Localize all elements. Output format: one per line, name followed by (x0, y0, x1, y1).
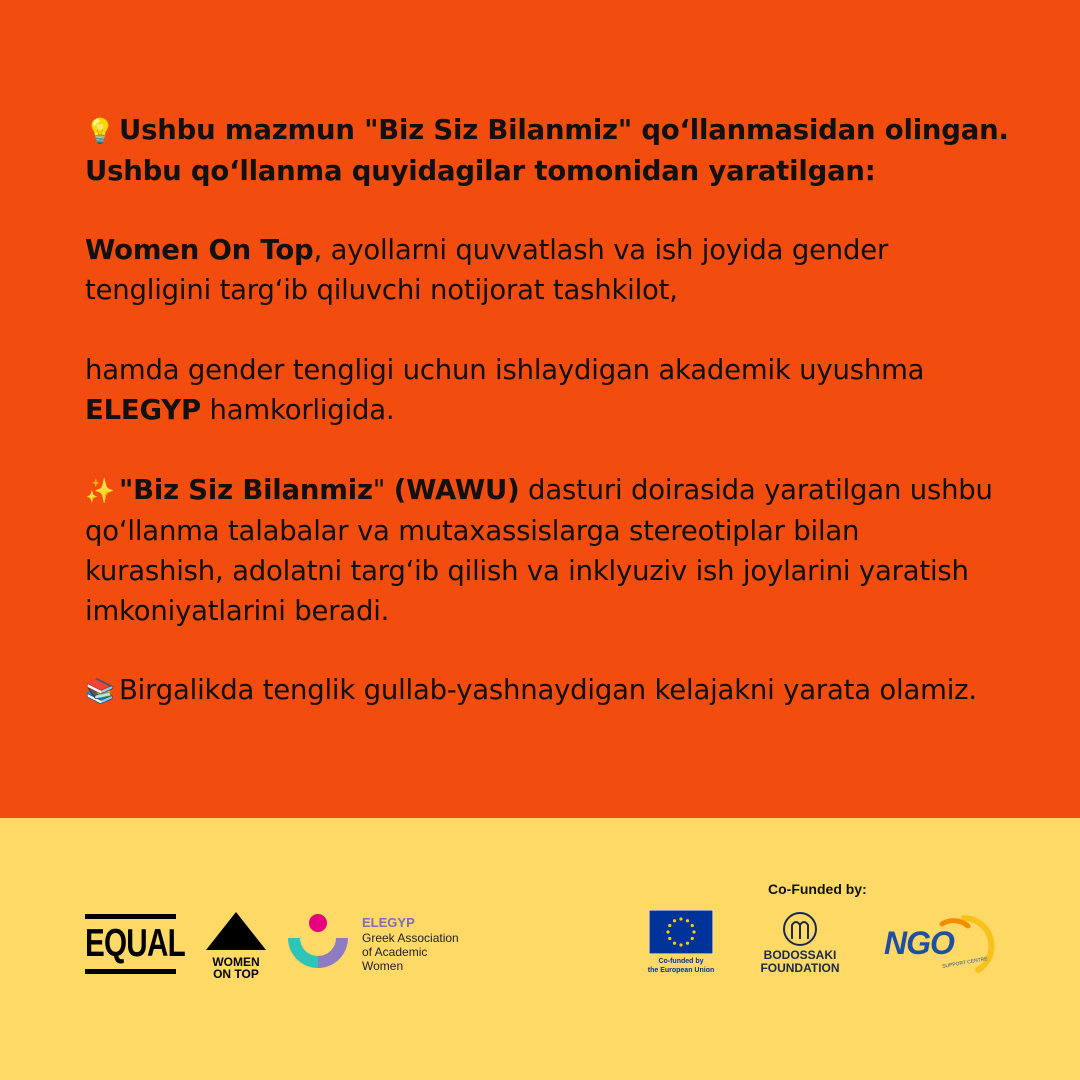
ngo-support-centre-logo (882, 912, 1000, 976)
paragraph-elegyp (85, 350, 1015, 430)
eu-caption-line-1: Co-funded by (658, 958, 704, 965)
wot-line-2: tengligini targ‘ib qiluvchi notijorat tashkilot, (85, 274, 678, 306)
cofunded-label: Co-Funded by: (768, 881, 867, 897)
bodossaki-line-2: FOUNDATION (760, 961, 840, 975)
equal-logo-text: EQUAL (85, 922, 185, 965)
eu-star-icon (679, 943, 682, 946)
eu-flag-icon (649, 910, 713, 954)
elegyp-logo-line-3: Women (362, 959, 404, 973)
intro-line-2: Ushbu qo‘llanma quyidagilar tomonidan yaratilgan: (85, 155, 876, 187)
elegyp-logo (286, 912, 486, 974)
eu-star-icon (666, 930, 669, 933)
elegyp-mark-icon (286, 912, 352, 974)
sparkles-icon: ✨ (85, 477, 115, 505)
eu-star-icon (692, 930, 695, 933)
eu-caption-line-2: the European Union (647, 967, 715, 974)
elegyp-logo-line-1: Greek Association (362, 931, 459, 945)
eu-star-icon (673, 919, 676, 922)
eu-star-icon (691, 924, 694, 927)
paragraph-closing (85, 670, 1015, 711)
lightbulb-icon: 💡 (85, 117, 115, 145)
elegyp-line-1: hamda gender tengligi uchun ishlaydigan akademik uyushma (85, 354, 925, 386)
wawu-line-3: kurashish, adolatni targ‘ib qilish va inklyuziv ish joylarini yaratish (85, 555, 969, 587)
bodossaki-emblem-icon (782, 911, 818, 947)
books-icon: 📚 (85, 677, 115, 705)
eu-star-icon (679, 917, 682, 920)
paragraph-wawu (85, 470, 1015, 631)
eu-star-icon (686, 919, 689, 922)
wawu-line-4: imkoniyatlarini beradi. (85, 595, 390, 627)
wawu-line-2: qo‘llanma talabalar va mutaxassislarga stereotiplar bilan (85, 515, 860, 547)
ngo-logo-text: NGO (884, 925, 954, 961)
triangle-icon (204, 912, 268, 952)
closing-line: 📚 Birgalikda tenglik gullab-yashnaydigan kelajakni yarata olamiz. (85, 670, 1015, 711)
wot-line-1: Women On Top, ayollarni quvvatlash va ish joyida gender (85, 234, 889, 266)
elegyp-line-2: ELEGYP hamkorligida. (85, 394, 395, 426)
wot-logo-line-1: WOMEN (212, 955, 260, 969)
wawu-line-1: ✨ "Biz Siz Bilanmiz" (WAWU) dasturi doirasida yaratilgan ushbu (85, 470, 1015, 511)
wot-logo-line-2: ON TOP (213, 967, 259, 981)
women-on-top-logo (204, 912, 268, 981)
eu-logo (640, 910, 722, 980)
bodossaki-logo (748, 911, 852, 977)
intro-line-1: 💡 Ushbu mazmun "Biz Siz Bilanmiz" qo‘llanmasidan olingan. (85, 110, 1015, 151)
eu-star-icon (691, 937, 694, 940)
eu-star-icon (668, 937, 671, 940)
eu-star-icon (686, 942, 689, 945)
eu-star-icon (668, 924, 671, 927)
paragraph-women-on-top (85, 230, 1015, 310)
ngo-logo-subtext: SUPPORT CENTRE (941, 956, 989, 970)
paragraph-intro (85, 110, 1015, 191)
elegyp-logo-line-2: of Academic (362, 945, 428, 959)
elegyp-logo-title: ELEGYP (362, 915, 415, 930)
equal-logo (85, 914, 185, 974)
bodossaki-line-1: BODOSSAKI (763, 948, 837, 962)
eu-star-icon (673, 942, 676, 945)
